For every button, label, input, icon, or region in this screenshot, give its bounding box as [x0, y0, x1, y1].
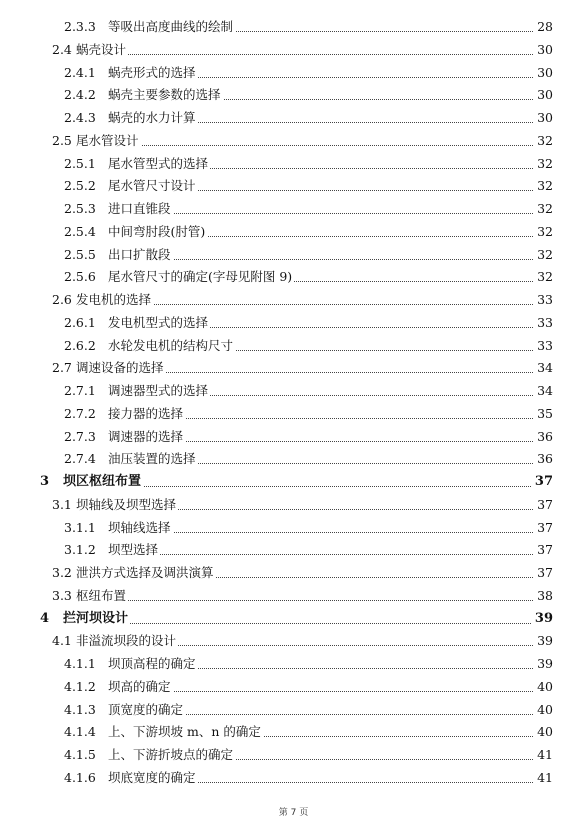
toc-entry[interactable]	[0, 585, 587, 608]
toc-entry[interactable]	[0, 107, 587, 130]
toc-entry-number: 4.1.3	[64, 701, 96, 717]
toc-entry[interactable]	[0, 62, 587, 85]
page-footer: 第 7 页	[278, 808, 309, 818]
toc-entry-title: 上、下游折坡点的确定	[108, 744, 235, 767]
toc-entry-number: 2.5.2	[64, 178, 96, 194]
toc-entry-title: 泄洪方式选择及调洪演算	[76, 562, 216, 585]
toc-entry-number: 2.5.1	[64, 155, 96, 171]
dot-leader	[76, 600, 545, 601]
toc-entry-page-number: 32	[534, 266, 553, 289]
toc-entry[interactable]	[0, 221, 587, 244]
toc-entry[interactable]	[0, 153, 587, 176]
toc-entry-number: 2.4.2	[64, 87, 96, 103]
toc-entry[interactable]	[0, 699, 587, 722]
toc-entry-page-number: 39	[534, 630, 553, 653]
toc-entry-number: 2.5.3	[64, 201, 96, 216]
toc-entry-number: 3.1	[52, 496, 72, 512]
toc-entry[interactable]	[0, 608, 587, 631]
toc-entry-title: 上、下游坝坡 m、n 的确定	[108, 721, 263, 744]
dot-leader	[76, 145, 545, 146]
toc-entry-title: 调速设备的选择	[76, 357, 166, 380]
toc-entry[interactable]	[0, 130, 587, 153]
toc-entry[interactable]	[0, 357, 587, 380]
toc-entry-number: 2.7.2	[64, 405, 96, 421]
dot-leader	[108, 532, 545, 533]
toc-entry-title: 尾水管型式的选择	[108, 153, 210, 176]
toc-entry-title: 坝轴线及坝型选择	[76, 494, 178, 517]
toc-entry-number: 4.1.2	[64, 678, 96, 694]
toc-entry-title: 坝底宽度的确定	[108, 767, 198, 790]
toc-entry-number: 4.1.6	[64, 769, 96, 785]
toc-entry-page-number: 36	[534, 448, 553, 471]
toc-entry-title: 尾水管尺寸的确定(字母见附图 9)	[108, 266, 294, 289]
dot-leader	[76, 54, 545, 55]
toc-entry-page-number: 30	[534, 39, 553, 62]
toc-entry-title: 蜗壳主要参数的选择	[108, 84, 223, 107]
toc-entry-number: 4	[40, 610, 50, 626]
toc-entry-page-number: 37	[534, 494, 553, 517]
toc-entry-title: 蜗壳的水力计算	[108, 107, 198, 130]
toc-entry-page-number: 39	[532, 608, 553, 631]
toc-entry-page-number: 39	[534, 653, 553, 676]
toc-entry-page-number: 37	[534, 539, 553, 562]
toc-entry[interactable]	[0, 630, 587, 653]
toc-entry[interactable]	[0, 335, 587, 358]
toc-entry-number: 2.5	[52, 132, 72, 148]
toc-entry-title: 顶宽度的确定	[108, 699, 185, 722]
toc-entry-page-number: 37	[534, 517, 553, 540]
toc-entry-page-number: 30	[534, 62, 553, 85]
toc-entry[interactable]	[0, 539, 587, 562]
toc-entry-title: 枢纽布置	[76, 585, 128, 608]
toc-entry-title: 拦河坝设计	[63, 608, 130, 631]
toc-entry-page-number: 41	[534, 744, 553, 767]
toc-entry[interactable]	[0, 16, 587, 39]
toc-entry-page-number: 33	[534, 289, 553, 312]
toc-entry-page-number: 32	[534, 244, 553, 267]
toc-entry-title: 进口直锥段	[108, 198, 173, 221]
toc-entry-page-number: 30	[534, 84, 553, 107]
toc-entry-page-number: 32	[534, 130, 553, 153]
toc-entry[interactable]	[0, 767, 587, 790]
toc-entry-page-number: 30	[534, 107, 553, 130]
toc-entry-page-number: 37	[534, 562, 553, 585]
toc-entry-page-number: 40	[534, 699, 553, 722]
toc-entry-number: 3	[40, 474, 50, 489]
toc-entry-number: 2.6.2	[64, 337, 96, 353]
toc-entry[interactable]	[0, 721, 587, 744]
toc-entry-title: 调速器的选择	[108, 426, 185, 449]
toc-entry[interactable]	[0, 448, 587, 471]
toc-entry-page-number: 34	[534, 357, 553, 380]
toc-entry-number: 2.4	[52, 41, 72, 57]
toc-entry-number: 2.5.5	[64, 246, 96, 262]
toc-entry[interactable]	[0, 266, 587, 289]
toc-entry[interactable]	[0, 39, 587, 62]
toc-entry-title: 发电机型式的选择	[108, 312, 210, 335]
toc-entry-title: 坝高的确定	[108, 676, 173, 699]
toc-entry[interactable]	[0, 380, 587, 403]
toc-entry-number: 3.3	[52, 587, 72, 603]
toc-entry-title: 坝型选择	[108, 539, 160, 562]
dot-leader	[108, 554, 545, 555]
toc-entry-number: 4.1	[52, 633, 72, 649]
table-of-contents	[0, 16, 587, 790]
toc-entry-number: 2.4.3	[64, 110, 96, 125]
toc-entry-title: 蜗壳形式的选择	[108, 62, 198, 85]
toc-entry-title: 水轮发电机的结构尺寸	[108, 335, 235, 358]
toc-entry-number: 2.4.1	[64, 64, 96, 80]
toc-entry-title: 坝区枢纽布置	[63, 471, 143, 494]
toc-entry-title: 油压装置的选择	[108, 448, 198, 471]
dot-leader	[108, 213, 545, 214]
toc-entry[interactable]	[0, 175, 587, 198]
toc-entry-number: 2.7.4	[64, 451, 96, 467]
toc-entry-title: 非溢流坝段的设计	[76, 630, 178, 653]
toc-entry-page-number: 36	[534, 426, 553, 449]
dot-leader	[108, 259, 545, 260]
toc-entry-page-number: 34	[534, 380, 553, 403]
toc-entry-title: 发电机的选择	[76, 289, 153, 312]
toc-entry-number: 2.5.6	[64, 269, 96, 285]
toc-entry-page-number: 40	[534, 721, 553, 744]
toc-entry[interactable]	[0, 312, 587, 335]
toc-entry-title: 尾水管设计	[76, 130, 141, 153]
toc-entry-page-number: 33	[534, 312, 553, 335]
toc-entry-page-number: 28	[534, 16, 553, 39]
toc-entry[interactable]	[0, 289, 587, 312]
dot-leader	[63, 623, 545, 624]
toc-entry-number: 2.7.1	[64, 383, 96, 398]
toc-entry[interactable]	[0, 676, 587, 699]
toc-entry-number: 2.6	[52, 292, 72, 307]
toc-entry-title: 调速器型式的选择	[108, 380, 210, 403]
dot-leader	[108, 691, 545, 692]
toc-entry-page-number: 35	[534, 403, 553, 426]
toc-entry-page-number: 32	[534, 175, 553, 198]
toc-entry-page-number: 33	[534, 335, 553, 358]
toc-entry-title: 蜗壳设计	[76, 39, 128, 62]
toc-entry-page-number: 37	[532, 471, 553, 494]
toc-entry-title: 等吸出高度曲线的绘制	[108, 16, 235, 39]
toc-entry-number: 3.1.1	[64, 519, 96, 535]
toc-entry[interactable]	[0, 426, 587, 449]
toc-entry-page-number: 32	[534, 221, 553, 244]
toc-entry[interactable]	[0, 244, 587, 267]
toc-entry-number: 2.7	[52, 360, 72, 376]
toc-entry-page-number: 32	[534, 198, 553, 221]
toc-entry-page-number: 40	[534, 676, 553, 699]
toc-entry[interactable]	[0, 494, 587, 517]
toc-entry-title: 出口扩散段	[108, 244, 173, 267]
toc-entry[interactable]	[0, 84, 587, 107]
toc-entry-title: 中间弯肘段(肘管)	[108, 221, 207, 244]
toc-entry[interactable]	[0, 198, 587, 221]
toc-entry-number: 2.5.4	[64, 223, 96, 239]
toc-entry-number: 4.1.1	[64, 656, 96, 671]
toc-entry-number: 3.1.2	[64, 542, 96, 558]
toc-entry-number: 4.1.5	[64, 747, 96, 762]
toc-entry-title: 坝顶高程的确定	[108, 653, 198, 676]
toc-entry[interactable]	[0, 653, 587, 676]
toc-entry[interactable]	[0, 744, 587, 767]
toc-entry-title: 接力器的选择	[108, 403, 185, 426]
toc-entry-title: 坝轴线选择	[108, 517, 173, 540]
toc-entry-number: 4.1.4	[64, 724, 96, 740]
toc-entry-number: 2.7.3	[64, 428, 96, 444]
toc-entry[interactable]	[0, 471, 587, 494]
toc-entry[interactable]	[0, 403, 587, 426]
toc-entry-page-number: 41	[534, 767, 553, 790]
toc-entry-page-number: 32	[534, 153, 553, 176]
toc-entry-number: 3.2	[52, 565, 72, 580]
toc-entry-number: 2.3.3	[64, 19, 96, 34]
toc-entry-number: 2.6.1	[64, 314, 96, 330]
toc-entry-title: 尾水管尺寸设计	[108, 175, 198, 198]
toc-entry[interactable]	[0, 562, 587, 585]
toc-entry-page-number: 38	[534, 585, 553, 608]
toc-entry[interactable]	[0, 517, 587, 540]
